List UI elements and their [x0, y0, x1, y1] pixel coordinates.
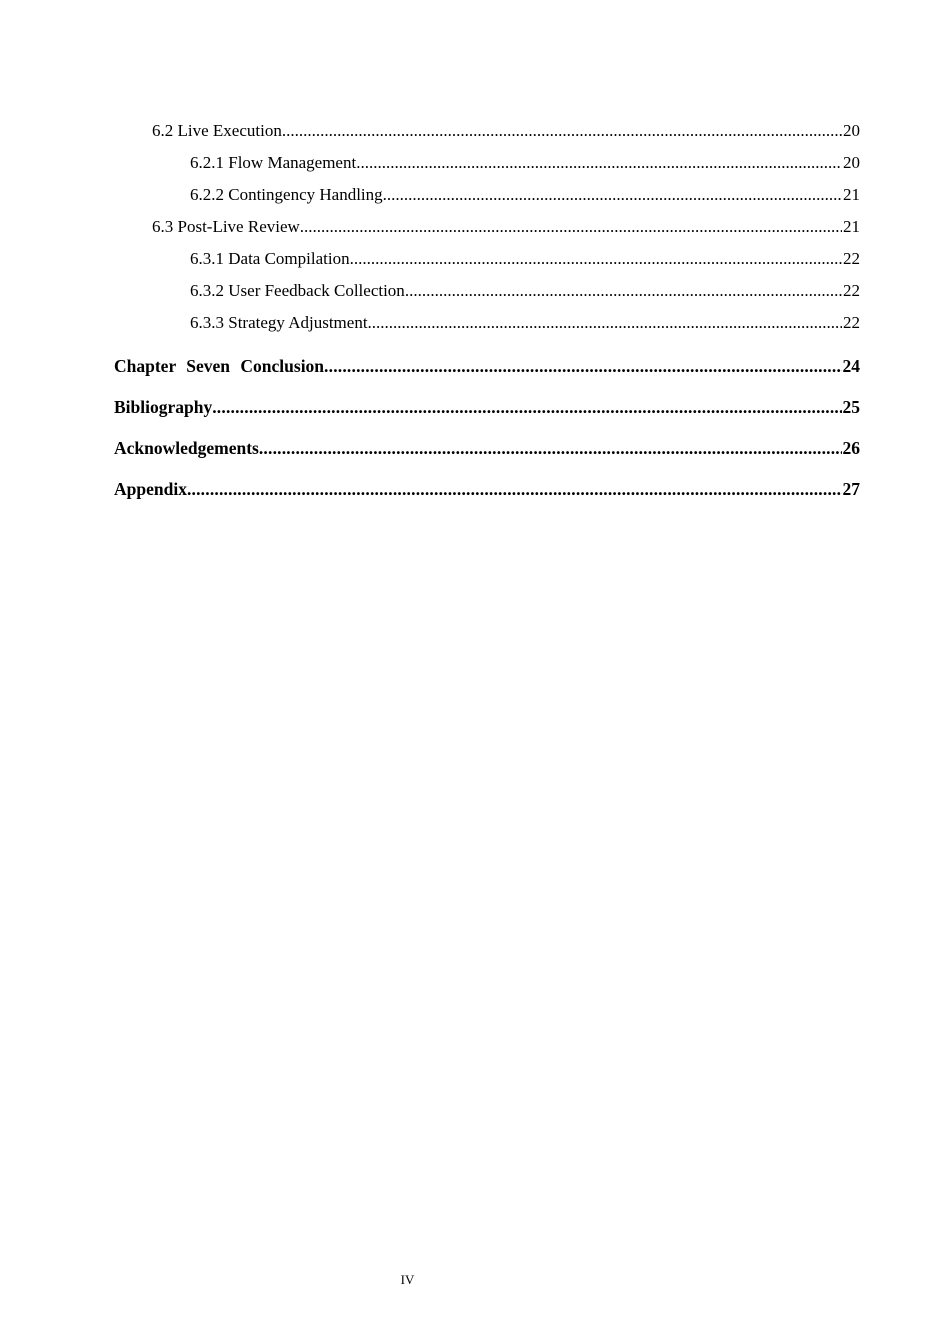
toc-entry-title: Bibliography — [114, 396, 213, 417]
toc-entry-6-2-2[interactable] — [190, 179, 860, 211]
toc-entry-page: 22 — [843, 313, 860, 332]
toc-dot-leader — [356, 153, 842, 173]
toc-entry-title: Chapter Seven Conclusion — [114, 355, 325, 376]
toc-entry-6-3-1[interactable] — [190, 243, 860, 275]
toc-entry-title: Acknowledgements — [114, 437, 259, 458]
toc-dot-leader — [350, 249, 842, 269]
toc-dot-leader — [212, 397, 841, 417]
toc-dot-leader — [405, 281, 842, 301]
toc-entry-title: 6.2.1 Flow Management — [190, 153, 357, 172]
toc-dot-leader — [187, 479, 842, 499]
toc-entry-6-3-3[interactable] — [190, 307, 860, 339]
toc-entry-title: 6.2.2 Contingency Handling — [190, 185, 383, 204]
toc-entry-6-3-2[interactable] — [190, 275, 860, 307]
toc-entry-title: 6.2 Live Execution — [152, 121, 282, 140]
toc-entry-appendix[interactable] — [114, 468, 860, 509]
toc-entry-page: 21 — [843, 185, 860, 204]
toc-entry-bibliography[interactable] — [114, 386, 860, 427]
toc-dot-leader — [300, 217, 842, 237]
toc-dot-leader — [259, 438, 842, 458]
toc-dot-leader — [282, 121, 842, 141]
toc-entry-title: 6.3.3 Strategy Adjustment — [190, 313, 368, 332]
toc-entry-page: 22 — [843, 249, 860, 268]
page-number: IV — [400, 1272, 415, 1287]
table-of-contents — [114, 115, 860, 509]
toc-entry-page: 27 — [842, 478, 860, 499]
toc-entry-page: 26 — [842, 437, 860, 458]
toc-entry-title: 6.3.1 Data Compilation — [190, 249, 350, 268]
toc-dot-leader — [368, 313, 842, 333]
toc-dot-leader — [383, 185, 842, 205]
toc-entry-chapter-seven[interactable] — [114, 345, 860, 386]
toc-dot-leader — [324, 356, 841, 376]
toc-entry-6-2[interactable] — [152, 115, 860, 147]
toc-entry-title: 6.3 Post-Live Review — [152, 217, 300, 236]
toc-entry-title: Appendix — [114, 478, 187, 499]
toc-entry-page: 20 — [843, 153, 860, 172]
toc-entry-acknowledgements[interactable] — [114, 427, 860, 468]
toc-entry-title: 6.3.2 User Feedback Collection — [190, 281, 405, 300]
toc-entry-page: 25 — [842, 396, 860, 417]
toc-entry-page: 24 — [842, 355, 860, 376]
toc-entry-6-3[interactable] — [152, 211, 860, 243]
toc-entry-page: 20 — [843, 121, 860, 140]
toc-entry-page: 22 — [843, 281, 860, 300]
toc-entry-6-2-1[interactable] — [190, 147, 860, 179]
toc-entry-page: 21 — [843, 217, 860, 236]
